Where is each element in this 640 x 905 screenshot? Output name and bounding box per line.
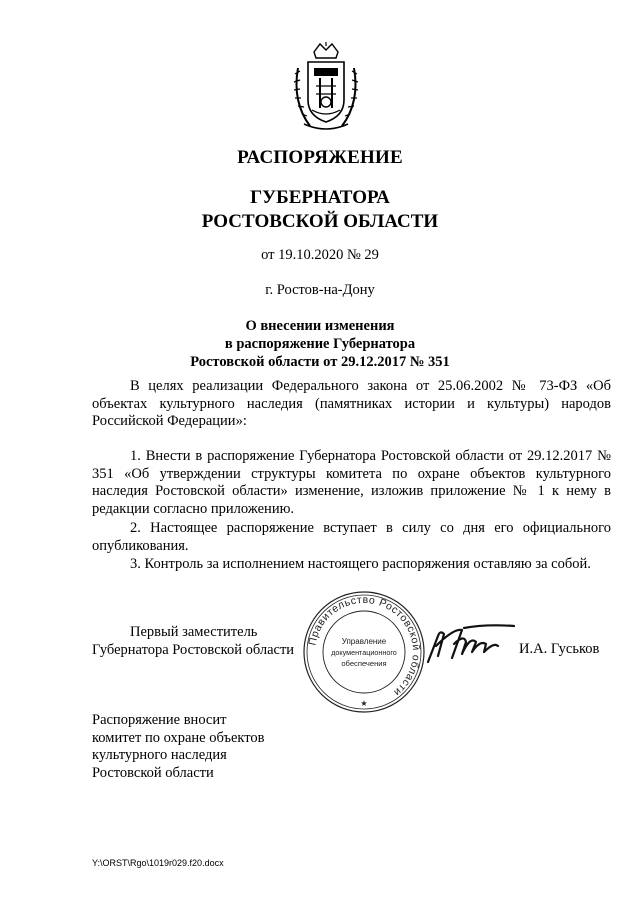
issuer-line-2: РОСТОВСКОЙ ОБЛАСТИ [201,211,439,232]
item-1-paragraph: 1. Внести в распоряжение Губернатора Ростовской области от 29.12.2017 № 351 «Об утверждении структуры комитета по охране объектов культурного наследия Ростовской области» изменение, изложив приложение № 1 к нему в редакции согласно приложению. [92,448,611,517]
executor-line-1: Распоряжение вносит [92,712,227,728]
coat-of-arms-icon [290,42,362,134]
subject-line-2: в распоряжение Губернатора [224,336,416,352]
executor-line-4: Ростовской области [92,764,214,781]
svg-text:★: ★ [360,699,368,708]
stamp-inner-line-1: Управление [341,637,387,646]
document-city: г. Ростов-на-Дону [265,282,375,298]
executor-line-3: культурного наследия [92,747,227,763]
handwritten-signature-icon [424,622,516,666]
signatory-position [92,624,294,659]
stamp-inner-line-2: документационного [331,648,397,657]
stamp-outer-text: Правительство Ростовской области [306,593,423,699]
signatory-name: И.А. Гуськов [519,641,600,657]
subject-line-3: Ростовской области от 29.12.2017 № 351 [190,354,450,370]
stamp-inner-line-3: обеспечения [341,659,387,668]
document-subject [0,317,640,371]
document-type-title: РАСПОРЯЖЕНИЕ [237,147,403,168]
item-3-paragraph: 3. Контроль за исполнением настоящего распоряжения оставляю за собой. [130,556,591,572]
executor-line-2: комитет по охране объектов [92,729,265,746]
file-path-footer: Y:\ORST\Rgo\1019r029.f20.docx [92,858,224,868]
subject-line-1: О внесении изменения [245,318,395,334]
issuer-title [0,186,640,234]
document-date-number: от 19.10.2020 № 29 [261,247,379,263]
preamble-paragraph: В целях реализации Федерального закона от 25.06.2002 № 73-ФЗ «Об объектах культурного наследия (памятниках истории и культуры) народов Российской Федерации»: [92,378,611,429]
issuer-line-1: ГУБЕРНАТОРА [250,187,390,208]
position-line-1: Первый заместитель [130,624,258,640]
official-stamp [302,590,426,714]
position-line-2: Губернатора Ростовской области [92,641,295,658]
item-2-paragraph: 2. Настоящее распоряжение вступает в силу со дня его официального опубликования. [92,520,611,554]
executor-block [92,712,265,782]
